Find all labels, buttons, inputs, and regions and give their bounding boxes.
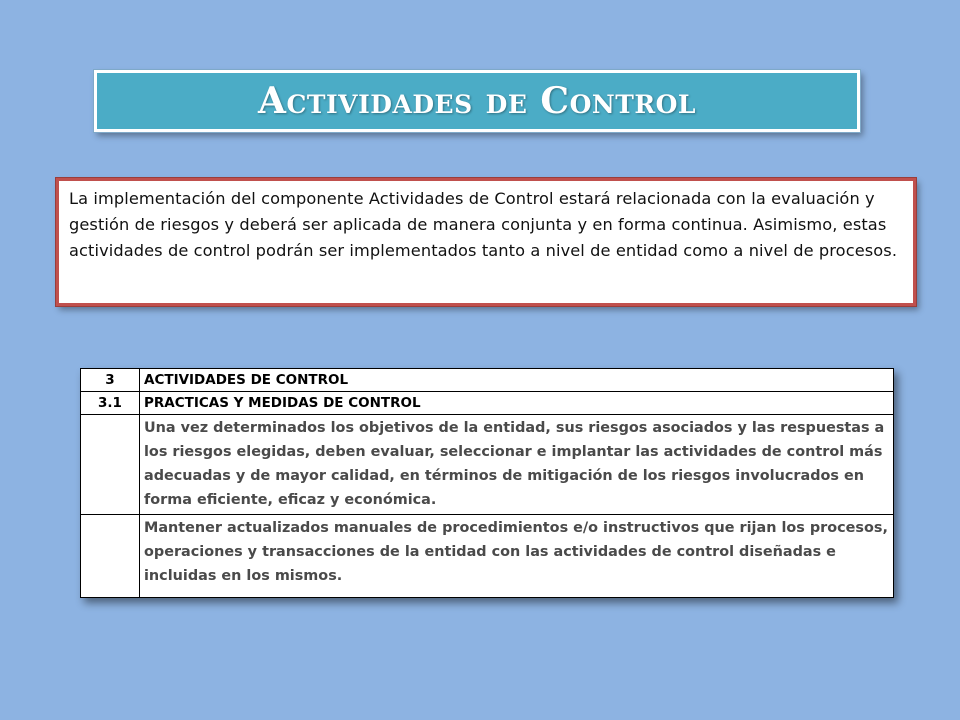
table-row-subsection [81,392,894,415]
slide-title: Actividades de Control [258,80,696,122]
table-item-2: Mantener actualizados manuales de procedimientos e/o instructivos que rijan los procesos, operaciones y transacciones de la entidad con las actividades de control diseñadas e incluidas en los mismos. [140,515,894,598]
subsection-title: PRACTICAS Y MEDIDAS DE CONTROL [140,392,894,415]
table-item-1: Una vez determinados los objetivos de la entidad, sus riesgos asociados y las respuestas a los riesgos elegidas, deben evaluar, seleccionar e implantar las actividades de control más adecuadas y de mayor calidad, en términos de mitigación de los riesgos involucrados en forma eficiente, eficaz y económica. [140,415,894,515]
table-row [81,415,894,515]
empty-number-cell [81,515,140,598]
control-table-grid [80,368,894,598]
intro-box [56,178,916,306]
intro-paragraph: La implementación del componente Actividades de Control estará relacionada con la evaluación y gestión de riesgos y deberá ser aplicada de manera conjunta y en forma continua. Asimismo, estas actividades de control podrán ser implementados tanto a nivel de entidad como a nivel de procesos. [69,189,898,260]
empty-number-cell [81,415,140,515]
title-banner [94,70,860,132]
section-title: ACTIVIDADES DE CONTROL [140,369,894,392]
subsection-number: 3.1 [81,392,140,415]
table-row [81,515,894,598]
table-row-section [81,369,894,392]
control-table [80,368,894,598]
section-number: 3 [81,369,140,392]
